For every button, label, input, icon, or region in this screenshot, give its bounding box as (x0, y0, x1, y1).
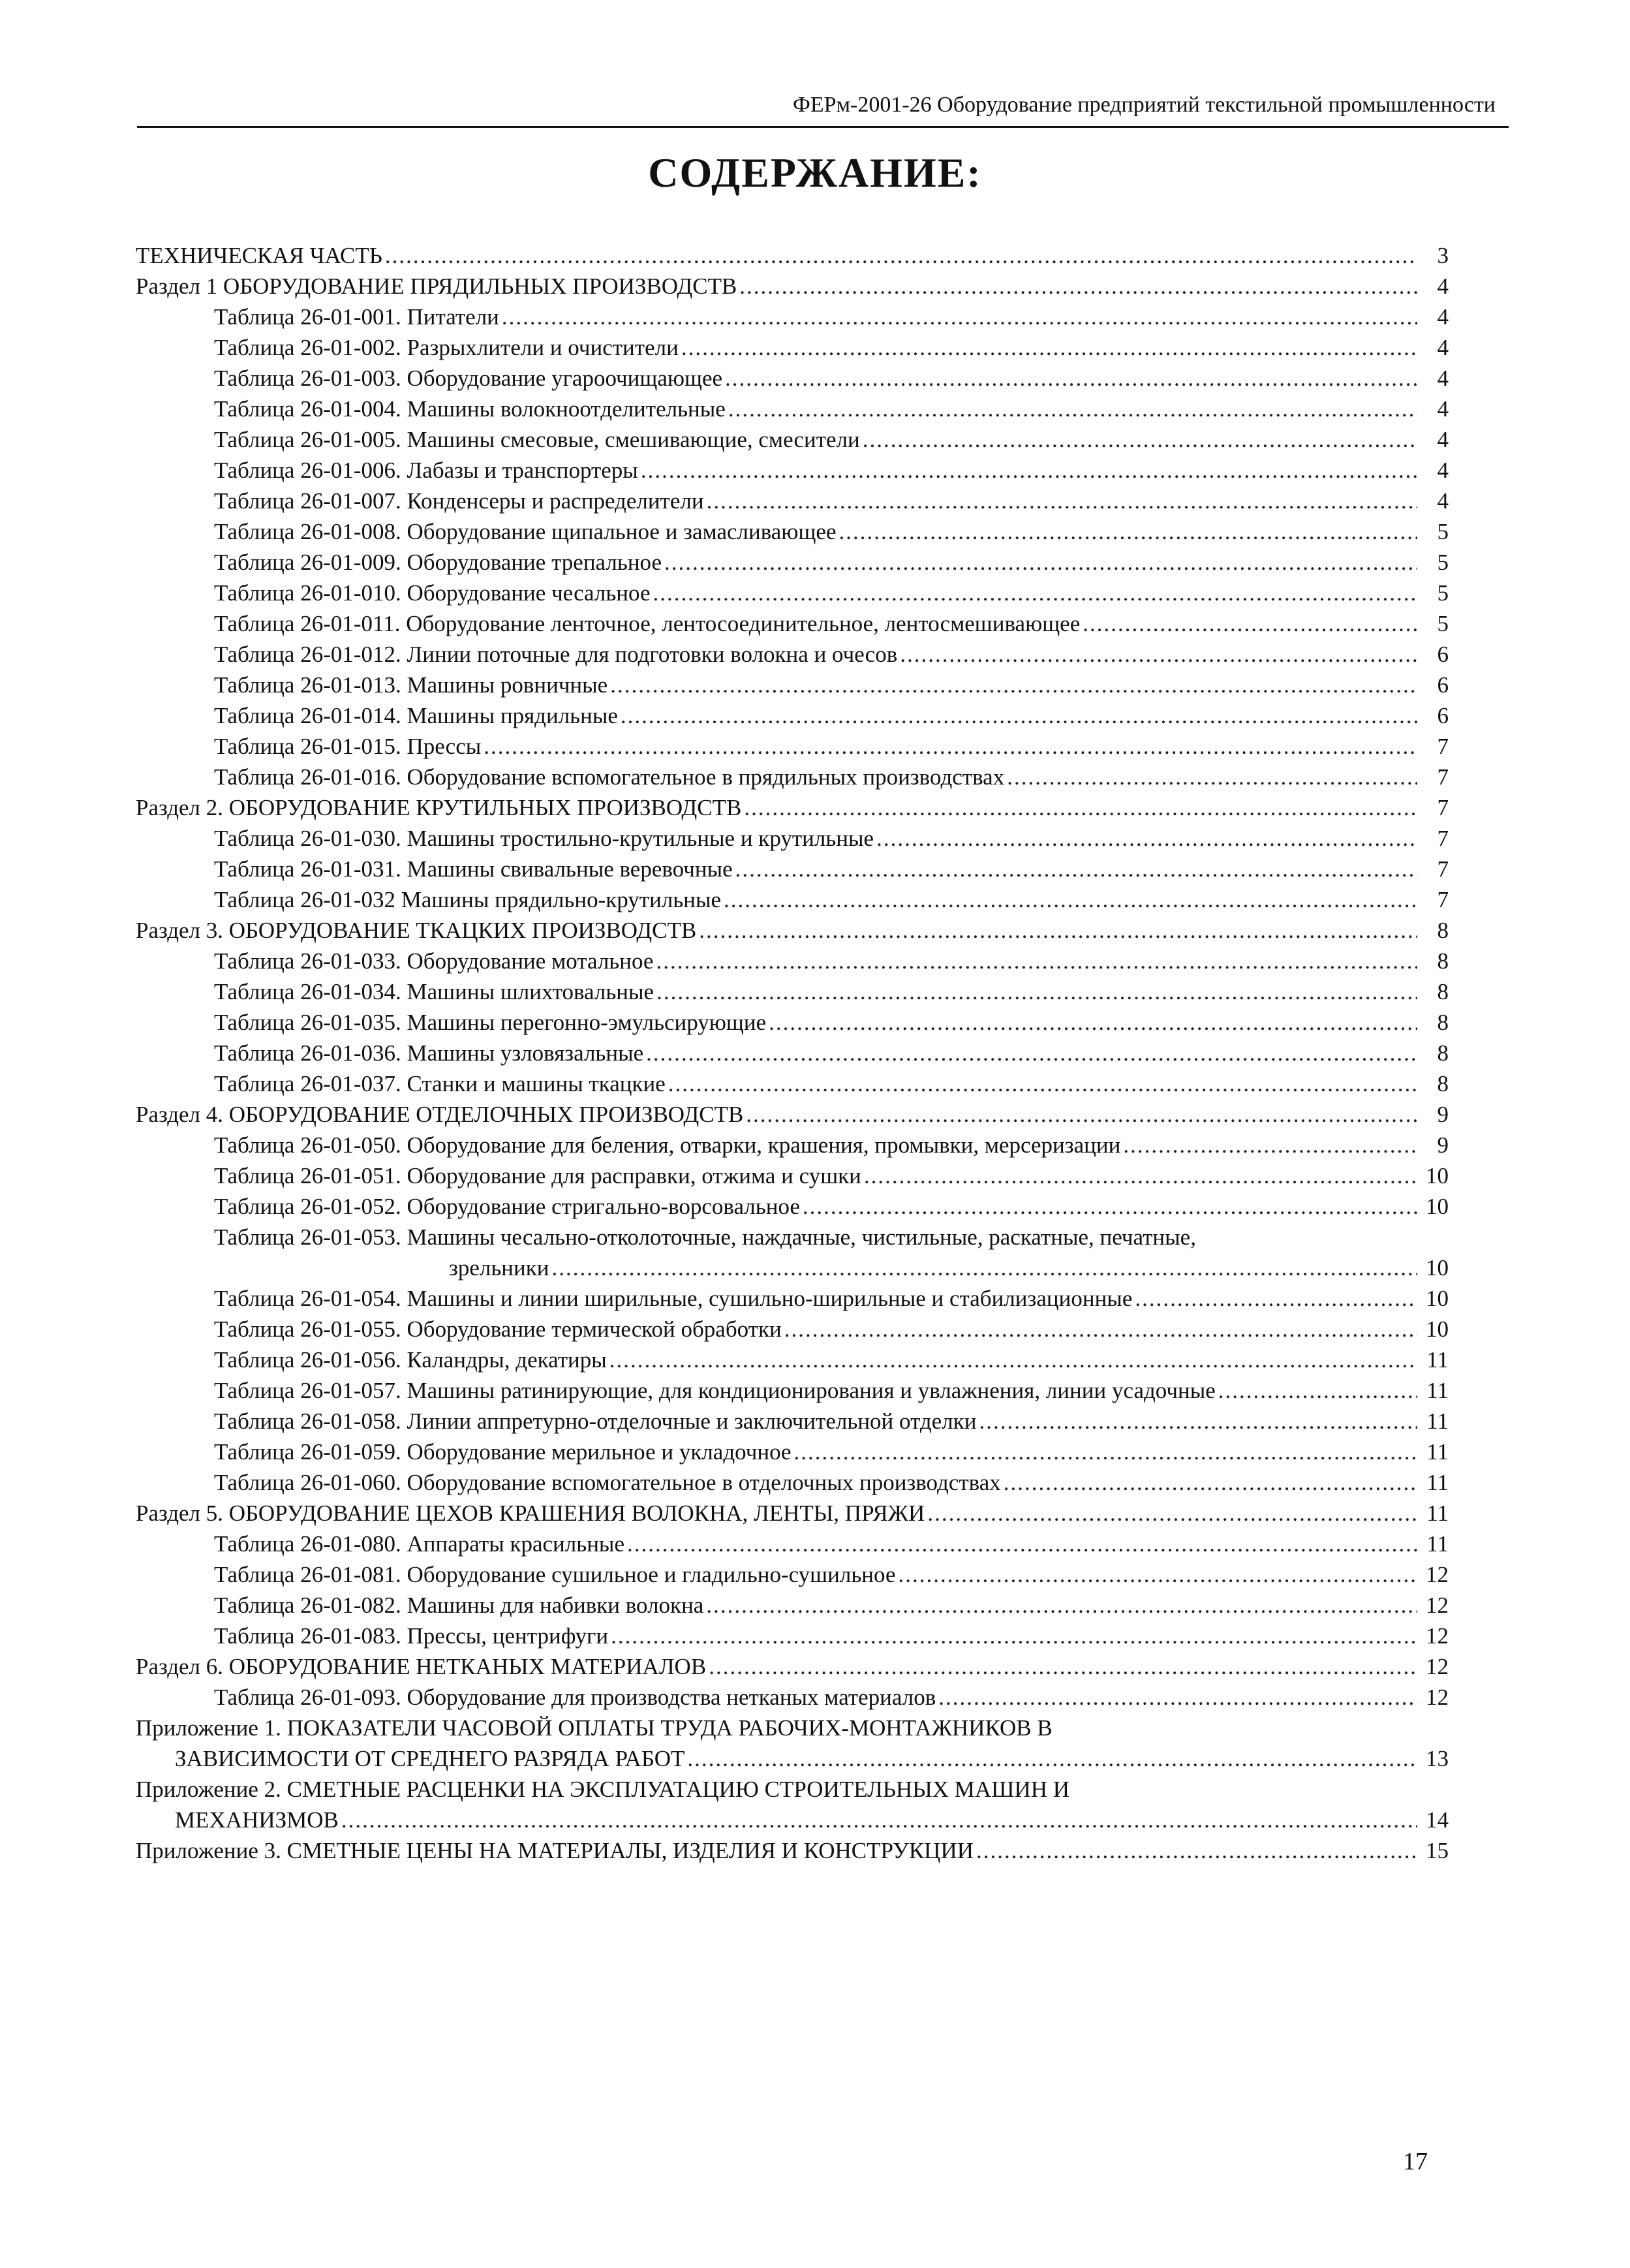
toc-dot-leader (502, 302, 1417, 332)
toc-page-number: 4 (1437, 488, 1449, 514)
toc-page-number: 10 (1426, 1316, 1449, 1342)
toc-dot-leader (735, 854, 1417, 884)
toc-table-entry[interactable] (136, 302, 1449, 332)
toc-entry-text: Приложение 3. СМЕТНЫЕ ЦЕНЫ НА МАТЕРИАЛЫ, ИЗДЕЛИЯ И КОНСТРУКЦИИ (136, 1838, 974, 1863)
toc-page-number: 8 (1437, 979, 1449, 1004)
toc-entry-text: Таблица 26-01-050. Оборудование для беления, отварки, крашения, промывки, мерсеризации (214, 1132, 1121, 1158)
toc-dot-leader (1004, 1467, 1417, 1498)
toc-section-entry[interactable] (136, 1835, 1449, 1866)
toc-dot-leader (709, 1651, 1417, 1682)
page-number: 17 (1403, 2148, 1428, 2175)
toc-page-number: 12 (1426, 1654, 1449, 1679)
toc-entry-text: Таблица 26-01-057. Машины ратинирующие, для кондиционирования и увлажнения, линии усадочные (214, 1378, 1216, 1403)
toc-page-number: 11 (1426, 1531, 1449, 1557)
toc-table-entry[interactable] (136, 332, 1449, 363)
toc-table-entry[interactable] (136, 1130, 1449, 1160)
toc-table-entry[interactable] (136, 394, 1449, 424)
toc-dot-leader (898, 1559, 1417, 1590)
toc-section-entry[interactable] (136, 1099, 1449, 1130)
toc-table-entry[interactable] (136, 1314, 1449, 1344)
toc-entry-text: Таблица 26-01-082. Машины для набивки волокна (214, 1592, 704, 1618)
toc-dot-leader (664, 547, 1417, 578)
toc-entry-text-continued: МЕХАНИЗМОВ (175, 1807, 339, 1833)
toc-dot-leader (646, 1038, 1417, 1068)
running-header-title: ФЕРм-2001-26 Оборудование предприятий текстильной промышленности (792, 93, 1496, 117)
toc-entry-text: Таблица 26-01-037. Станки и машины ткацкие (214, 1071, 666, 1096)
toc-entry-text: Таблица 26-01-007. Конденсеры и распределители (214, 488, 704, 514)
toc-page-number: 11 (1426, 1500, 1449, 1526)
toc-table-entry[interactable] (136, 762, 1449, 792)
toc-table-entry[interactable] (136, 639, 1449, 670)
toc-entry-text: Таблица 26-01-008. Оборудование щипальное и замасливающее (214, 519, 837, 544)
toc-page-number: 8 (1437, 1010, 1449, 1035)
toc-page-number: 12 (1426, 1685, 1449, 1710)
toc-section-entry[interactable] (136, 915, 1449, 946)
toc-dot-leader (656, 976, 1417, 1007)
toc-dot-leader (699, 915, 1417, 946)
toc-dot-leader (627, 1529, 1417, 1559)
toc-entry-text: Таблица 26-01-014. Машины прядильные (214, 703, 618, 728)
toc-section-entry[interactable] (136, 1713, 1449, 1774)
toc-table-entry[interactable] (136, 1559, 1449, 1590)
toc-table-entry[interactable] (136, 486, 1449, 516)
toc-page-number: 12 (1426, 1592, 1449, 1618)
toc-page-number: 10 (1426, 1163, 1449, 1188)
toc-page-number: 5 (1437, 519, 1449, 544)
toc-dot-leader (621, 700, 1417, 731)
toc-page-number: 7 (1437, 856, 1449, 882)
toc-entry-text: Таблица 26-01-012. Линии поточные для подготовки волокна и очесов (214, 642, 898, 667)
toc-page-number: 11 (1426, 1347, 1449, 1373)
toc-dot-leader (1218, 1375, 1417, 1406)
toc-section-entry[interactable] (136, 1774, 1449, 1835)
toc-dot-leader (611, 1621, 1417, 1651)
toc-page-number: 7 (1437, 764, 1449, 790)
toc-dot-leader (1123, 1130, 1417, 1160)
toc-page-number: 12 (1426, 1562, 1449, 1587)
toc-page-number: 15 (1426, 1838, 1449, 1863)
toc-dot-leader (927, 1498, 1417, 1529)
toc-entry-text: Таблица 26-01-031. Машины свивальные веревочные (214, 856, 733, 882)
toc-page-number: 4 (1437, 458, 1449, 483)
toc-entry-text: Таблица 26-01-060. Оборудование вспомогательное в отделочных производствах (214, 1470, 1001, 1495)
toc-dot-leader (641, 455, 1417, 486)
toc-entry-text: Таблица 26-01-002. Разрыхлители и очистители (214, 335, 679, 360)
toc-entry-text: Таблица 26-01-001. Питатели (214, 304, 499, 330)
toc-page-number: 4 (1437, 427, 1449, 452)
toc-page-number: 10 (1426, 1255, 1449, 1281)
toc-dot-leader (706, 1590, 1417, 1621)
toc-dot-leader (728, 394, 1417, 424)
toc-table-entry[interactable] (136, 1621, 1449, 1651)
toc-page-number: 3 (1437, 243, 1449, 268)
toc-entry-text: Таблица 26-01-033. Оборудование мотальное (214, 948, 654, 974)
toc-dot-leader (803, 1191, 1417, 1222)
toc-page-number: 8 (1437, 1071, 1449, 1096)
toc-table-entry[interactable] (136, 1682, 1449, 1713)
toc-page-number: 10 (1426, 1286, 1449, 1311)
toc-page-number: 9 (1437, 1132, 1449, 1158)
toc-dot-leader (784, 1314, 1417, 1344)
toc-dot-leader (769, 1007, 1417, 1038)
toc-entry-text: Раздел 5. ОБОРУДОВАНИЕ ЦЕХОВ КРАШЕНИЯ ВОЛОКНА, ЛЕНТЫ, ПРЯЖИ (136, 1500, 925, 1526)
toc-entry-text: Таблица 26-01-016. Оборудование вспомогательное в прядильных производствах (214, 764, 1005, 790)
toc-dot-leader (484, 731, 1417, 762)
toc-page-number: 4 (1437, 273, 1449, 299)
toc-dot-leader (979, 1406, 1417, 1437)
toc-page-number: 6 (1437, 672, 1449, 698)
toc-page-number: 4 (1437, 365, 1449, 391)
toc-table-entry[interactable] (136, 700, 1449, 731)
toc-entry-text: Таблица 26-01-015. Прессы (214, 734, 482, 759)
toc-dot-leader (900, 639, 1417, 670)
toc-entry-text: Таблица 26-01-034. Машины шлихтовальные (214, 979, 654, 1004)
toc-dot-leader (863, 424, 1417, 455)
toc-entry-text: Таблица 26-01-056. Каландры, декатиры (214, 1347, 607, 1373)
toc-table-entry[interactable] (136, 670, 1449, 700)
toc-entry-text: Приложение 2. СМЕТНЫЕ РАСЦЕНКИ НА ЭКСПЛУАТАЦИЮ СТРОИТЕЛЬНЫХ МАШИН И (136, 1777, 1070, 1802)
toc-dot-leader (976, 1835, 1417, 1866)
toc-table-entry[interactable] (136, 1191, 1449, 1222)
page-title: СОДЕРЖАНИЕ: (648, 149, 982, 196)
toc-section-entry[interactable] (136, 792, 1449, 823)
toc-entry-text: Таблица 26-01-032 Машины прядильно-крутильные (214, 887, 722, 912)
toc-dot-leader (876, 823, 1417, 854)
toc-dot-leader (739, 271, 1417, 302)
toc-dot-leader (551, 1252, 1417, 1283)
toc-entry-text: Раздел 1 ОБОРУДОВАНИЕ ПРЯДИЛЬНЫХ ПРОИЗВОДСТВ (136, 273, 737, 299)
toc-page-number: 5 (1437, 550, 1449, 575)
toc-dot-leader (1083, 608, 1417, 639)
toc-dot-leader (653, 578, 1417, 608)
toc-table-entry[interactable] (136, 731, 1449, 762)
toc-entry-text: Таблица 26-01-006. Лабазы и транспортеры (214, 458, 638, 483)
toc-table-entry[interactable] (136, 1375, 1449, 1406)
toc-page-number: 4 (1437, 396, 1449, 422)
toc-dot-leader (610, 670, 1417, 700)
toc-page-number: 11 (1426, 1378, 1449, 1403)
toc-entry-text: Таблица 26-01-093. Оборудование для производства нетканых материалов (214, 1685, 936, 1710)
toc-table-entry[interactable] (136, 578, 1449, 608)
running-header (137, 90, 1509, 128)
toc-page-number: 7 (1437, 826, 1449, 851)
toc-table-entry[interactable] (136, 1406, 1449, 1437)
toc-table-entry[interactable] (136, 1038, 1449, 1068)
toc-table-entry[interactable] (136, 1007, 1449, 1038)
toc-table-entry[interactable] (136, 1283, 1449, 1314)
toc-table-entry[interactable] (136, 1437, 1449, 1467)
toc-dot-leader (1135, 1283, 1417, 1314)
toc-entry-text: Раздел 6. ОБОРУДОВАНИЕ НЕТКАНЫХ МАТЕРИАЛОВ (136, 1654, 707, 1679)
toc-page-number: 11 (1426, 1470, 1449, 1495)
toc-table-entry[interactable] (136, 1467, 1449, 1498)
toc-page-number: 8 (1437, 948, 1449, 974)
toc-page-number: 5 (1437, 611, 1449, 636)
toc-entry-text: Раздел 4. ОБОРУДОВАНИЕ ОТДЕЛОЧНЫХ ПРОИЗВОДСТВ (136, 1102, 744, 1127)
toc-table-entry[interactable] (136, 823, 1449, 854)
toc-table-entry[interactable] (136, 455, 1449, 486)
toc-table-entry[interactable] (136, 424, 1449, 455)
toc-table-entry[interactable] (136, 363, 1449, 394)
toc-page-number: 13 (1426, 1746, 1449, 1771)
toc-table-entry[interactable] (136, 884, 1449, 915)
toc-entry-text: Таблица 26-01-058. Линии аппретурно-отделочные и заключительной отделки (214, 1408, 977, 1434)
toc-dot-leader (794, 1437, 1417, 1467)
toc-page-number: 12 (1426, 1623, 1449, 1649)
toc-page-number: 7 (1437, 795, 1449, 820)
toc-page-number: 5 (1437, 580, 1449, 606)
toc-entry-text: Таблица 26-01-003. Оборудование угароочищающее (214, 365, 723, 391)
toc-entry-text-continued: зрельники (449, 1255, 549, 1281)
toc-page-number: 7 (1437, 887, 1449, 912)
toc-table-entry[interactable] (136, 946, 1449, 976)
toc-dot-leader (341, 1805, 1417, 1835)
toc-entry-text: Раздел 3. ОБОРУДОВАНИЕ ТКАЦКИХ ПРОИЗВОДСТВ (136, 918, 697, 943)
toc-page-number: 9 (1437, 1102, 1449, 1127)
toc-dot-leader (1007, 762, 1417, 792)
toc-page-number: 6 (1437, 642, 1449, 667)
toc-entry-text: Таблица 26-01-030. Машины тростильно-крутильные и крутильные (214, 826, 874, 851)
toc-table-entry[interactable] (136, 854, 1449, 884)
toc-table-entry[interactable] (136, 1222, 1449, 1283)
toc-page-number: 14 (1426, 1807, 1449, 1833)
toc-entry-text: Таблица 26-01-083. Прессы, центрифуги (214, 1623, 609, 1649)
toc-entry-text: Таблица 26-01-052. Оборудование стригально-ворсовальное (214, 1194, 800, 1219)
toc-entry-text: Таблица 26-01-051. Оборудование для расправки, отжима и сушки (214, 1163, 861, 1188)
toc-dot-leader (938, 1682, 1417, 1713)
toc-table-entry[interactable] (136, 516, 1449, 547)
table-of-contents (136, 240, 1449, 1866)
toc-dot-leader (864, 1160, 1417, 1191)
toc-page-number: 8 (1437, 1040, 1449, 1066)
toc-page-number: 4 (1437, 304, 1449, 330)
toc-entry-text: Таблица 26-01-004. Машины волокноотделительные (214, 396, 726, 422)
toc-dot-leader (609, 1344, 1417, 1375)
toc-entry-text: Таблица 26-01-009. Оборудование трепальное (214, 550, 662, 575)
toc-dot-leader (838, 516, 1417, 547)
toc-table-entry[interactable] (136, 1344, 1449, 1375)
toc-page-number: 4 (1437, 335, 1449, 360)
toc-entry-text: Таблица 26-01-036. Машины узловязальные (214, 1040, 644, 1066)
toc-dot-leader (746, 1099, 1417, 1130)
toc-entry-text: Раздел 2. ОБОРУДОВАНИЕ КРУТИЛЬНЫХ ПРОИЗВОДСТВ (136, 795, 742, 820)
toc-page-number: 6 (1437, 703, 1449, 728)
toc-entry-text: Таблица 26-01-053. Машины чесально-отколоточные, наждачные, чистильные, раскатные, печатные, (214, 1224, 1196, 1250)
toc-section-entry[interactable] (136, 240, 1449, 271)
toc-entry-text: Таблица 26-01-035. Машины перегонно-эмульсирующие (214, 1010, 767, 1035)
toc-dot-leader (707, 486, 1417, 516)
toc-page-number: 11 (1426, 1408, 1449, 1434)
toc-dot-leader (724, 884, 1417, 915)
toc-entry-text: Таблица 26-01-059. Оборудование мерильное и укладочное (214, 1439, 792, 1465)
toc-entry-text-continued: ЗАВИСИМОСТИ ОТ СРЕДНЕГО РАЗРЯДА РАБОТ (175, 1746, 685, 1771)
toc-table-entry[interactable] (136, 547, 1449, 578)
toc-table-entry[interactable] (136, 1068, 1449, 1099)
toc-dot-leader (668, 1068, 1417, 1099)
toc-section-entry[interactable] (136, 271, 1449, 302)
toc-entry-text: Таблица 26-01-081. Оборудование сушильное и гладильно-сушильное (214, 1562, 896, 1587)
toc-table-entry[interactable] (136, 1529, 1449, 1559)
toc-entry-text: Таблица 26-01-054. Машины и линии ширильные, сушильно-ширильные и стабилизационные (214, 1286, 1133, 1311)
toc-entry-text: Приложение 1. ПОКАЗАТЕЛИ ЧАСОВОЙ ОПЛАТЫ ТРУДА РАБОЧИХ-МОНТАЖНИКОВ В (136, 1715, 1053, 1741)
toc-entry-text: Таблица 26-01-055. Оборудование термической обработки (214, 1316, 782, 1342)
toc-dot-leader (656, 946, 1417, 976)
toc-dot-leader (681, 332, 1417, 363)
toc-entry-text: Таблица 26-01-010. Оборудование чесальное (214, 580, 651, 606)
toc-dot-leader (725, 363, 1417, 394)
toc-page-number: 10 (1426, 1194, 1449, 1219)
toc-entry-text: Таблица 26-01-005. Машины смесовые, смешивающие, смесители (214, 427, 860, 452)
toc-page-number: 7 (1437, 734, 1449, 759)
toc-entry-text: Таблица 26-01-080. Аппараты красильные (214, 1531, 624, 1557)
toc-page-number: 8 (1437, 918, 1449, 943)
toc-dot-leader (744, 792, 1417, 823)
toc-table-entry[interactable] (136, 1160, 1449, 1191)
toc-table-entry[interactable] (136, 976, 1449, 1007)
toc-table-entry[interactable] (136, 608, 1449, 639)
toc-dot-leader (687, 1743, 1417, 1774)
toc-section-entry[interactable] (136, 1651, 1449, 1682)
toc-page-number: 11 (1426, 1439, 1449, 1465)
toc-entry-text: ТЕХНИЧЕСКАЯ ЧАСТЬ (136, 243, 382, 268)
toc-entry-text: Таблица 26-01-013. Машины ровничные (214, 672, 608, 698)
toc-entry-text: Таблица 26-01-011. Оборудование ленточное, лентосоединительное, лентосмешивающее (214, 611, 1081, 636)
toc-section-entry[interactable] (136, 1498, 1449, 1529)
toc-dot-leader (385, 240, 1417, 271)
toc-table-entry[interactable] (136, 1590, 1449, 1621)
